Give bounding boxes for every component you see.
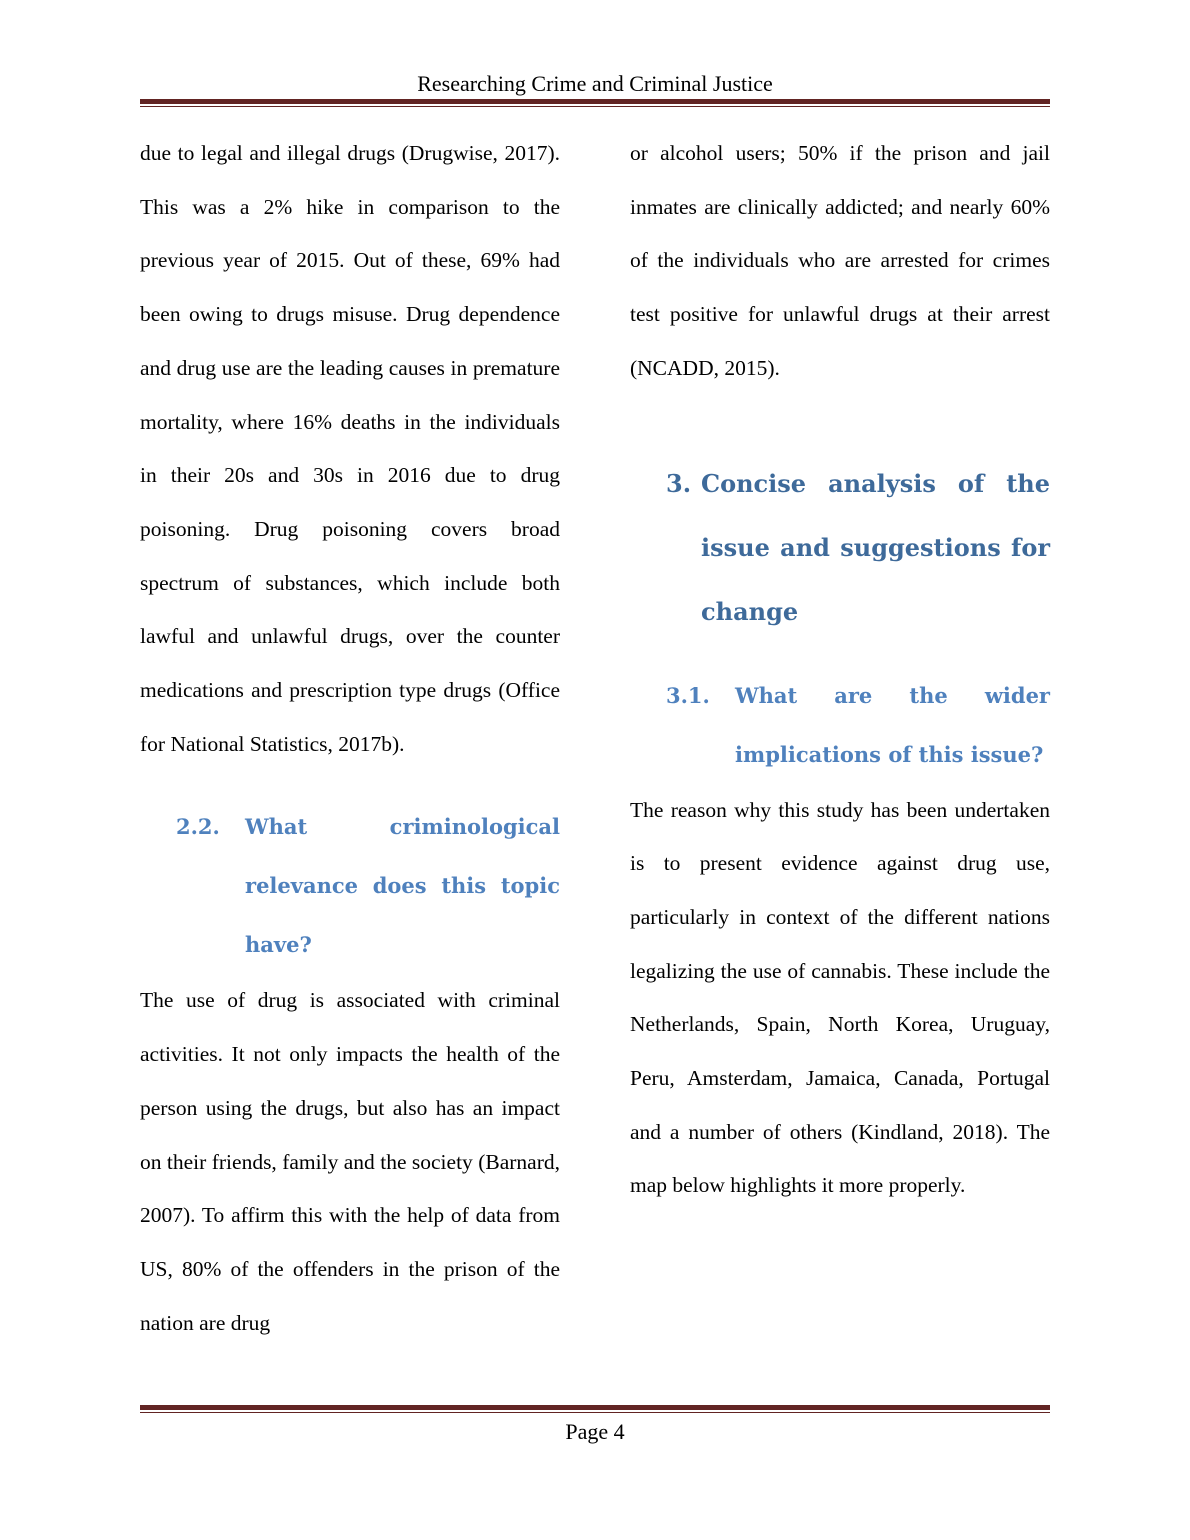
right-paragraph-1: or alcohol users; 50% if the prison and jail inmates are clinically addicted; and nearly 60% of the individuals who are arrested for crimes test positive for unlawful drugs at their arrest (NCADD, 2015).	[630, 141, 1050, 380]
header-rule-thin	[140, 106, 1050, 107]
left-column	[140, 127, 560, 1350]
footer-rule	[140, 1405, 1050, 1413]
left-paragraph-2: The use of drug is associated with criminal activities. It not only impacts the health of the person using the drugs, but also has an impact on their friends, family and the society (Barnard, 2007). To affirm this with the help of data from US, 80% of the offenders in the prison of the nation are drug	[140, 988, 560, 1335]
heading-3-1-text: What are the wider implications of this issue?	[735, 682, 1050, 767]
heading-3-text: Concise analysis of the issue and suggestions for change	[701, 468, 1050, 626]
heading-2-2	[176, 797, 560, 974]
heading-2-2-number: 2.2.	[176, 814, 220, 840]
heading-3	[666, 452, 1050, 644]
header-rule	[140, 99, 1050, 107]
footer-rule-thin	[140, 1412, 1050, 1413]
footer-rule-thick	[140, 1405, 1050, 1410]
heading-3-1	[666, 666, 1050, 784]
right-paragraph-2: The reason why this study has been undertaken is to present evidence against drug use, particularly in context of the different nations legalizing the use of cannabis. These include the Netherlands, Spain, North Korea, Uruguay, Peru, Amsterdam, Jamaica, Canada, Portugal and a number of others (Kindland, 2018). The map below highlights it more properly.	[630, 797, 1050, 1198]
heading-3-number: 3.	[666, 468, 692, 498]
heading-3-1-number: 3.1.	[666, 682, 710, 708]
page-header-title: Researching Crime and Criminal Justice	[417, 71, 773, 96]
header-rule-thick	[140, 99, 1050, 104]
page-number: Page 4	[565, 1419, 625, 1444]
right-column	[630, 127, 1050, 1213]
left-paragraph-1: due to legal and illegal drugs (Drugwise, 2017). This was a 2% hike in comparison to the previous year of 2015. Out of these, 69% had been owing to drugs misuse. Drug dependence and drug use are the leading causes in premature mortality, where 16% deaths in the individuals in their 20s and 30s in 2016 due to drug poisoning. Drug poisoning covers broad spectrum of substances, which include both lawful and unlawful drugs, over the counter medications and prescription type drugs (Office for National Statistics, 2017b).	[140, 141, 560, 756]
heading-2-2-text: What criminological relevance does this topic have?	[245, 814, 560, 958]
